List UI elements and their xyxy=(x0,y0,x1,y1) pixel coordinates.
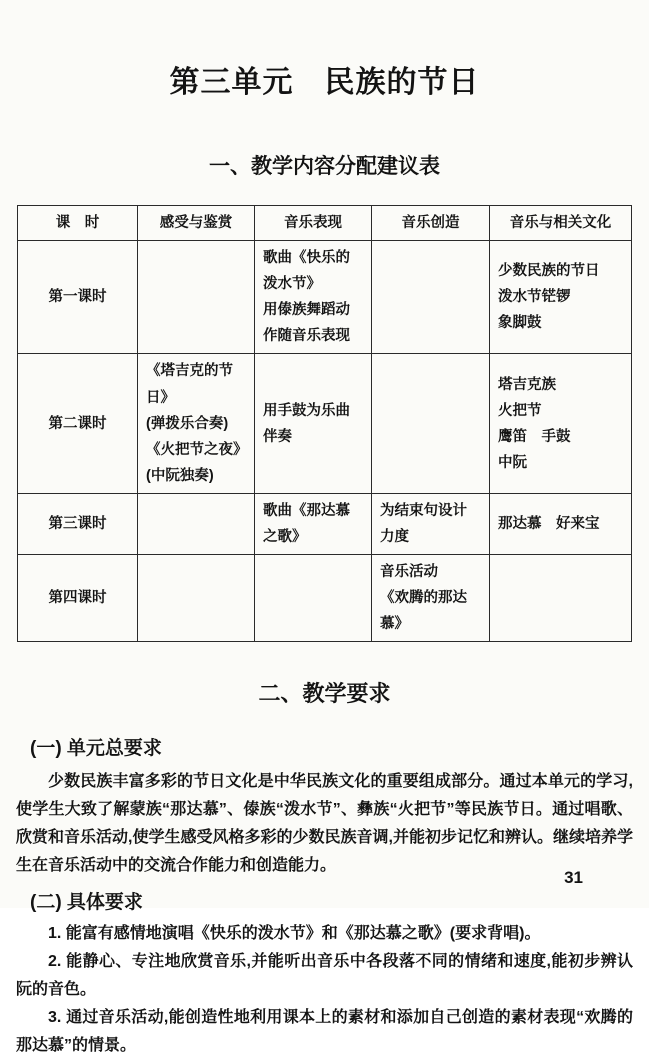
table-row xyxy=(18,241,632,354)
performance-cell: 歌曲《快乐的泼水节》 用傣族舞蹈动作随音乐表现 xyxy=(255,241,372,354)
performance-cell: 用手鼓为乐曲伴奏 xyxy=(255,354,372,493)
specific-requirements-heading: (二) 具体要求 xyxy=(30,892,143,914)
creation-cell xyxy=(372,354,490,493)
teaching-content-table xyxy=(17,205,632,642)
specific-requirements-list xyxy=(0,914,649,1060)
column-header-period: 课 时 xyxy=(18,206,138,241)
period-cell: 第四课时 xyxy=(18,555,138,642)
creation-cell: 为结束句设计力度 xyxy=(372,493,490,554)
column-header-creation: 音乐创造 xyxy=(372,206,490,241)
culture-cell: 塔吉克族 火把节 鹰笛 手鼓 中阮 xyxy=(490,354,632,493)
period-cell: 第二课时 xyxy=(18,354,138,493)
culture-cell: 少数民族的节日 泼水节铓锣 象脚鼓 xyxy=(490,241,632,354)
page-number: 31 xyxy=(564,868,583,887)
unit-general-requirements-heading: (一) 单元总要求 xyxy=(30,738,162,760)
appreciation-cell: 《塔吉克的节日》 (弹拨乐合奏) 《火把节之夜》 (中阮独奏) xyxy=(138,354,255,493)
period-cell: 第三课时 xyxy=(18,493,138,554)
section2-heading: 二、教学要求 xyxy=(258,681,391,707)
requirement-item: 2. 能静心、专注地欣赏音乐,并能听出音乐中各段落不同的情绪和速度,能初步辨认阮的音色。 xyxy=(16,953,633,999)
column-header-appreciation: 感受与鉴赏 xyxy=(138,206,255,241)
appreciation-cell xyxy=(138,555,255,642)
appreciation-cell xyxy=(138,493,255,554)
culture-cell: 那达慕 好来宝 xyxy=(490,493,632,554)
period-cell: 第一课时 xyxy=(18,241,138,354)
table-row xyxy=(18,555,632,642)
table-row xyxy=(18,493,632,554)
creation-cell: 音乐活动 《欢腾的那达慕》 xyxy=(372,555,490,642)
culture-cell xyxy=(490,555,632,642)
unit-general-requirements-paragraph: 少数民族丰富多彩的节日文化是中华民族文化的重要组成部分。通过本单元的学习,使学生大致了解蒙族“那达慕”、傣族“泼水节”、彝族“火把节”等民族节日。通过唱歌、欣赏和音乐活动,使学生感受风格多彩的少数民族音调,并能初步记忆和辨认。继续培养学生在音乐活动中的交流合作能力和创造能力。 xyxy=(16,773,633,875)
performance-cell: 歌曲《那达慕之歌》 xyxy=(255,493,372,554)
table-header-row xyxy=(18,206,632,241)
section1-heading: 一、教学内容分配建议表 xyxy=(209,155,440,178)
table-row xyxy=(18,354,632,493)
column-header-performance: 音乐表现 xyxy=(255,206,372,241)
creation-cell xyxy=(372,241,490,354)
column-header-culture: 音乐与相关文化 xyxy=(490,206,632,241)
requirement-item: 1. 能富有感情地演唱《快乐的泼水节》和《那达慕之歌》(要求背唱)。 xyxy=(48,925,541,943)
appreciation-cell xyxy=(138,241,255,354)
unit-title: 第三单元 民族的节日 xyxy=(169,66,480,99)
performance-cell xyxy=(255,555,372,642)
requirement-item: 3. 通过音乐活动,能创造性地利用课本上的素材和添加自己创造的素材表现“欢腾的那达慕”的情景。 xyxy=(16,1009,633,1055)
